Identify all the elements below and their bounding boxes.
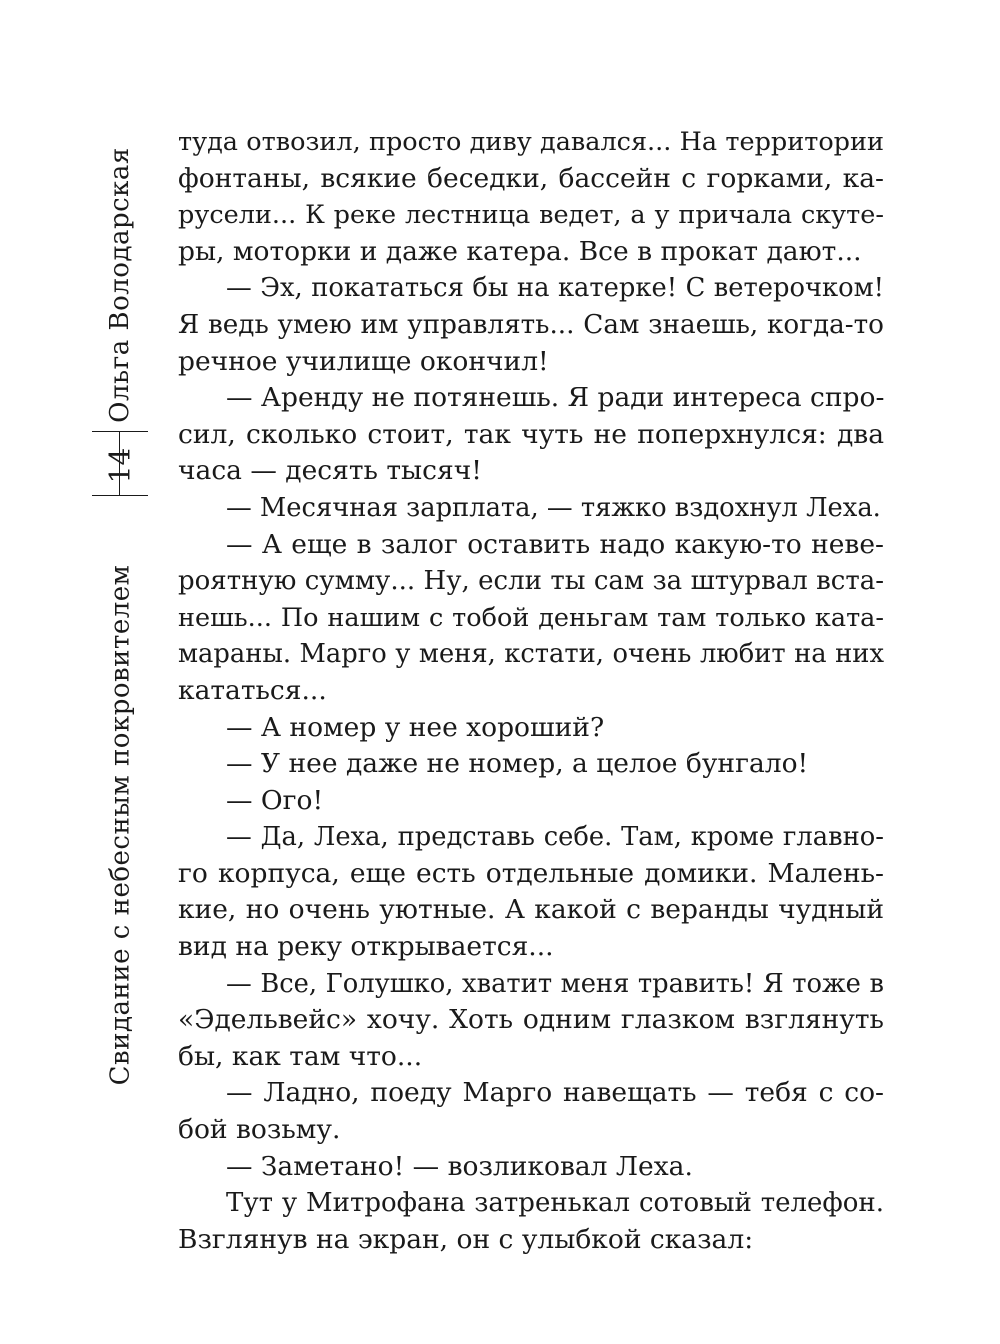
book-title-container: [90, 520, 150, 1130]
text-line: «Эдельвейс» хочу. Хоть одним глазком взглянуть: [178, 1004, 884, 1036]
text-line: — А номер у нее хороший?: [226, 711, 605, 743]
header-divider-top: [92, 431, 148, 432]
running-header: [90, 147, 150, 1086]
text-line: — Ладно, поеду Марго навещать — тебя с со-: [226, 1077, 884, 1109]
text-line: — Все, Голушко, хватит меня травить! Я тоже в: [226, 968, 884, 999]
body-text: [178, 124, 884, 1258]
text-line: часа — десять тысяч!: [178, 455, 482, 487]
text-line: Взглянув на экран, он с улыбкой сказал:: [178, 1223, 754, 1255]
page-number: 14: [103, 447, 137, 483]
text-line: — Да, Леха, представь себе. Там, кроме главно-: [226, 822, 884, 853]
text-line: — Месячная зарплата, — тяжко вздохнул Леха.: [226, 492, 881, 523]
text-line: мараны. Марго у меня, кстати, очень любит на них: [178, 639, 884, 670]
text-line: — А еще в залог оставить надо какую-то неве-: [226, 528, 884, 560]
author-name-container: [90, 147, 150, 423]
text-line: — Эх, покататься бы на катерке! С ветерочком!: [226, 273, 884, 304]
text-line: бой возьму.: [178, 1114, 341, 1146]
text-line: нешь... По нашим с тобой деньгам там только ката-: [178, 602, 884, 633]
author-name: Ольга Володарская: [105, 147, 135, 423]
text-line: ры, моторки и даже катера. Все в прокат дают...: [178, 235, 862, 267]
text-line: Я ведь умею им управлять... Сам знаешь, когда-то: [178, 309, 884, 340]
text-line: русели... К реке лестница ведет, а у причала скуте-: [178, 200, 884, 231]
text-line: го корпуса, еще есть отдельные домики. Малень-: [178, 857, 884, 889]
text-line: вид на реку открывается...: [178, 931, 554, 963]
text-line: фонтаны, всякие беседки, бассейн с горками, ка-: [178, 162, 884, 194]
page-number-container: [90, 447, 150, 483]
text-line: — У нее даже не номер, а целое бунгало!: [226, 748, 809, 780]
text-line: бы, как там что...: [178, 1040, 423, 1072]
text-line: — Аренду не потянешь. Я ради интереса спро-: [226, 382, 885, 414]
text-line: речное училище окончил!: [178, 345, 549, 377]
text-line: — Заметано! — возликовал Леха.: [226, 1150, 693, 1182]
text-line: кие, но очень уютные. А какой с веранды чудный: [178, 894, 884, 926]
text-line: кататься...: [178, 674, 327, 706]
text-line: — Ого!: [226, 784, 324, 816]
book-title: Свидание с небесным покровителем: [105, 564, 136, 1086]
text-line: сил, сколько стоит, так чуть не поперхнулся: два: [178, 418, 884, 450]
text-line: роятную сумму... Ну, если ты сам за штурвал вста-: [178, 566, 884, 597]
header-divider-bottom: [92, 495, 148, 496]
text-line: туда отвозил, просто диву давался... На территории: [178, 127, 884, 157]
text-line: Тут у Митрофана затренькал сотовый телефон.: [226, 1188, 884, 1219]
